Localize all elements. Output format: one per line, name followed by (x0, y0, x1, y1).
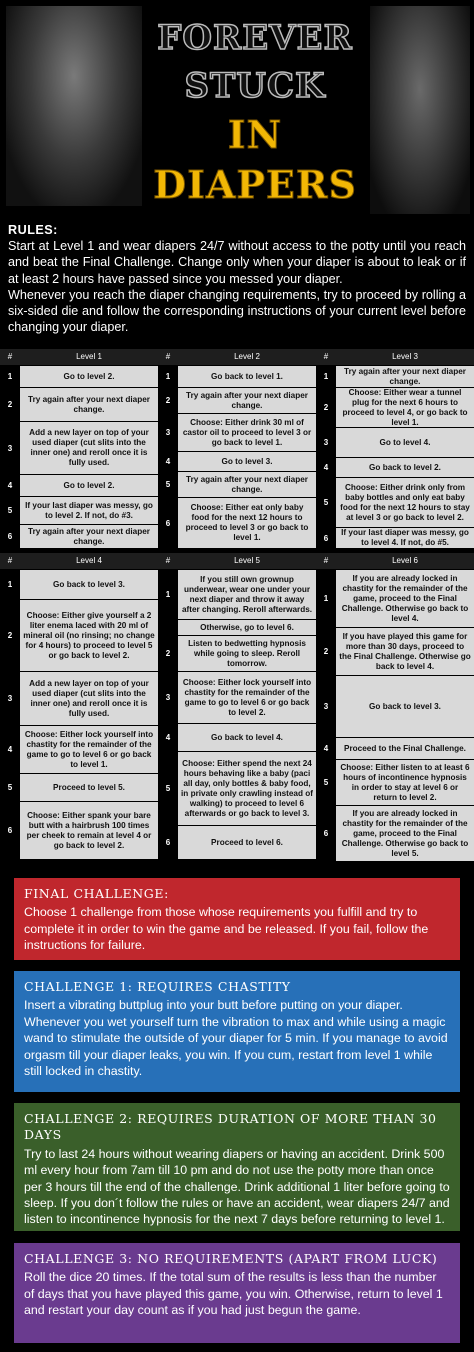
table-row: 1 Try again after your next diaper change. (316, 365, 474, 387)
title-line-3: IN (227, 112, 283, 157)
table-row: 4 Choose: Either lock yourself into chastity for the remainder of the game to go to level 6 or go back to level 1. (0, 725, 158, 773)
table-row: 1 If you still own grownup underwear, wear one under your next diaper and throw it away after changing. Reroll afterwards. (158, 569, 316, 619)
table-row: 2 If you have played this game for more than 30 days, proceed to the Final Challenge. Otherwise go back to level 4. (316, 627, 474, 675)
level-2-column (158, 349, 316, 548)
page-title (140, 14, 370, 210)
table-row: 2 Listen to bedwetting hypnosis while going to sleep. Reroll tomorrow. (158, 635, 316, 671)
table-row: 4 Go back to level 4. (158, 723, 316, 751)
table-row: 5 If your last diaper was messy, go to level 2. If not, do #3. (0, 496, 158, 524)
photo-standing-person (370, 6, 470, 214)
level-1-column (0, 349, 158, 548)
levels-table-1 (0, 349, 474, 548)
title-line-1: FOREVER (157, 18, 353, 58)
table-row: 6 Try again after your next diaper change. (0, 524, 158, 548)
table-row: 2 Choose: Either give yourself a 2 liter enema laced with 20 ml of mineral oil (no rinsing; no change for 4 hours) to proceed to level 5 or go back to level 2. (0, 599, 158, 671)
level-3-column (316, 349, 474, 548)
table-row: 2 Try again after your next diaper change. (0, 387, 158, 421)
table-row: 3 Choose: Either lock yourself into chastity for the remainder of the game to go to level 6 or go back to level 2. (158, 671, 316, 723)
table-row: 1 If you are already locked in chastity for the remainder of the game, proceed to the Final Challenge. Otherwise go back to level 4. (316, 569, 474, 627)
challenge-1-text: Insert a vibrating buttplug into your butt before putting on your diaper. Whenever you wet yourself turn the vibration to max and while using a magic wand to stimulate the outside of your diaper for 5 min. If you manage to avoid orgasm till your diaper leaks, you win. If you cum, restart from level 1 while still locked in chastity. (24, 998, 448, 1079)
table-row: 4 Go back to level 2. (316, 457, 474, 477)
title-line-2: STUCK (184, 66, 326, 106)
table-row: Otherwise, go to level 6. (158, 619, 316, 635)
header (0, 0, 474, 220)
challenge-3-box (14, 1243, 460, 1343)
level-header: # Level 6 (316, 553, 474, 569)
table-row: 2 Try again after your next diaper change. (158, 387, 316, 413)
level-header: # Level 3 (316, 349, 474, 365)
rules-heading: RULES: (8, 223, 58, 237)
table-row: 5 Choose: Either drink only from baby bottles and only eat baby food for the next 12 hours to stay at level 3 or go back to level 2. (316, 477, 474, 527)
level-5-column (158, 553, 316, 861)
level-header: # Level 2 (158, 349, 316, 365)
level-4-column (0, 553, 158, 861)
rules-paragraph-2: Whenever you reach the diaper changing requirements, try to proceed by rolling a six-sided die and follow the corresponding instructions of your current level before changing your diaper. (8, 287, 466, 335)
level-header: # Level 4 (0, 553, 158, 569)
table-row: 3 Add a new layer on top of your used diaper (cut slits into the inner one) and reroll once it is fully used. (0, 421, 158, 474)
table-row: 6 Choose: Either eat only baby food for the next 12 hours to proceed to level 3 or go back to level 1. (158, 497, 316, 548)
table-row: 3 Choose: Either drink 30 ml of castor oil to proceed to level 3 or go back to level 1. (158, 413, 316, 451)
table-row: 2 Choose: Either wear a tunnel plug for the next 6 hours to proceed to level 4, or go back to level 1. (316, 387, 474, 427)
photo-seated-person (6, 6, 142, 206)
table-row: 6 If your last diaper was messy, go to level 4. If not, do #5. (316, 527, 474, 548)
table-row: 3 Add a new layer on top of your used diaper (cut slits into the inner one) and reroll once it is fully used. (0, 671, 158, 725)
level-header: # Level 5 (158, 553, 316, 569)
table-row: 6 If you are already locked in chastity for the remainder of the game, proceed to the Final Challenge. Otherwise go back to level 5. (316, 805, 474, 861)
title-line-4: DIAPERS (153, 162, 357, 207)
rules-paragraph-1: Start at Level 1 and wear diapers 24/7 without access to the potty until you reach and beat the Final Challenge. Change only when your diaper is about to leak or if at least 2 hours have passed since you messed your diaper. (8, 239, 466, 286)
table-row: 3 Go to level 4. (316, 427, 474, 457)
challenge-2-heading: CHALLENGE 2: REQUIRES DURATION OF MORE THAN 30 DAYS (24, 1111, 437, 1143)
table-row: 1 Go back to level 3. (0, 569, 158, 599)
table-row: 6 Choose: Either spank your bare butt with a hairbrush 100 times per cheek to remain at level 4 or go back to level 2. (0, 801, 158, 859)
table-row: 5 Try again after your next diaper change. (158, 471, 316, 497)
table-row: 1 Go to level 2. (0, 365, 158, 387)
table-row: 4 Proceed to the Final Challenge. (316, 737, 474, 759)
table-row: 5 Choose: Either listen to at least 6 hours of incontinence hypnosis in order to stay at level 6 or return to level 2. (316, 759, 474, 805)
table-row: 1 Go back to level 1. (158, 365, 316, 387)
table-row: 5 Proceed to level 5. (0, 773, 158, 801)
level-6-column (316, 553, 474, 861)
challenge-3-heading: CHALLENGE 3: NO REQUIREMENTS (APART FROM LUCK) (24, 1251, 438, 1266)
final-challenge-box (14, 878, 460, 960)
levels-table-2 (0, 553, 474, 861)
table-row: 6 Proceed to level 6. (158, 825, 316, 859)
table-row: 4 Go to level 2. (0, 474, 158, 496)
challenge-1-box (14, 971, 460, 1092)
final-challenge-heading: FINAL CHALLENGE: (24, 886, 169, 901)
table-row: 5 Choose: Either spend the next 24 hours behaving like a baby (paci all day, only bottles & baby food, in private only crawling instead of walking) to proceed to level 6 afterwards or go back to level 3. (158, 751, 316, 825)
final-challenge-text: Choose 1 challenge from those whose requirements you fulfill and try to complete it in order to win the game and be released. If you fail, follow the instructions for failure. (24, 905, 429, 953)
table-row: 4 Go to level 3. (158, 451, 316, 471)
challenge-2-box (14, 1103, 460, 1231)
rules-section (8, 222, 466, 335)
challenge-1-heading: CHALLENGE 1: REQUIRES CHASTITY (24, 979, 291, 994)
level-header: # Level 1 (0, 349, 158, 365)
challenge-3-text: Roll the dice 20 times. If the total sum of the results is less than the number of days that you have played this game, you win. Otherwise, return to level 1 and restart your day count as if you had just begun the game. (24, 1270, 443, 1318)
table-row: 3 Go back to level 3. (316, 675, 474, 737)
challenge-2-text: Try to last 24 hours without wearing diapers or having an accident. Drink 500 ml every hour from 7am till 10 pm and do not use the potty more than once per 3 hours till the end of the challenge. Drink additional 1 liter before going to sleep. If you don´t follow the rules or have an accident, wear diapers 24/7 and listen to incontinence hypnosis for the next 7 days before returning to level 1. (24, 1146, 450, 1227)
